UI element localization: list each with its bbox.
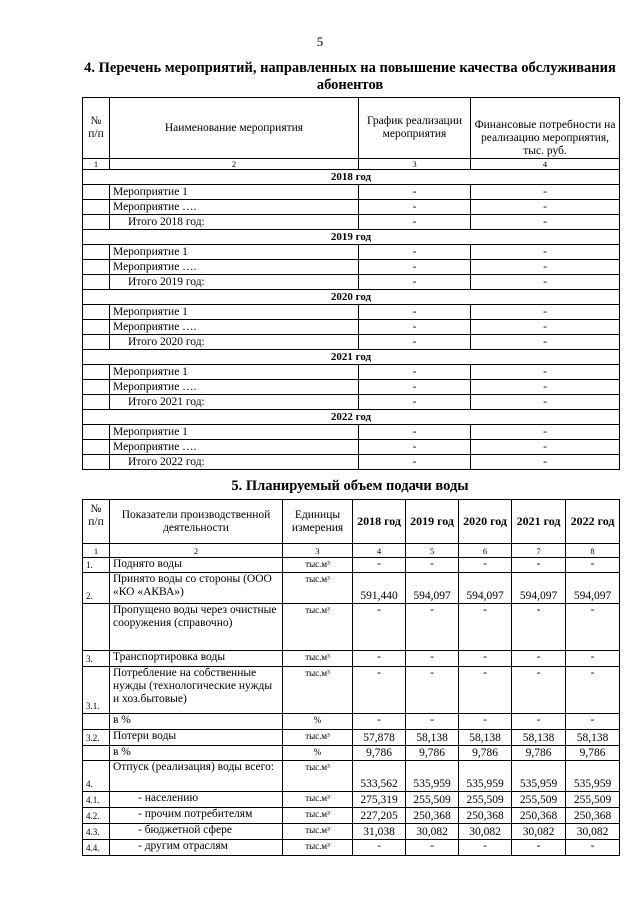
schedule-value: - — [359, 185, 471, 200]
indicator-name: - бюджетной сфере — [110, 824, 283, 840]
row-num — [83, 335, 110, 350]
row-num: 3. — [83, 651, 110, 667]
indicator-row — [83, 604, 620, 651]
row-num: 3.2. — [83, 730, 110, 746]
indicator-name: Потребление на собственные нужды (технологические нужды и хоз.бытовые) — [110, 667, 283, 714]
year-value: 250,368 — [406, 808, 459, 824]
finance-value: - — [471, 260, 620, 275]
indicator-row — [83, 792, 620, 808]
year-value: 9,786 — [353, 746, 406, 761]
table5-title: 5. Планируемый объем подачи воды — [231, 478, 469, 494]
table4-title: 4. Перечень мероприятий, направленных на повышение качества обслуживания абонентов — [84, 60, 616, 93]
row-num — [83, 395, 110, 410]
year-value: 594,097 — [566, 573, 620, 604]
year-value: - — [566, 558, 620, 573]
unit-value: % — [283, 746, 353, 761]
event-row — [83, 380, 620, 395]
col-number: 1 — [83, 159, 110, 170]
water-supply-table — [82, 499, 620, 856]
event-name: Мероприятие …. — [110, 200, 359, 215]
year-value: - — [566, 604, 620, 651]
unit-value: тыс.м³ — [283, 558, 353, 573]
year-value: 255,509 — [459, 792, 512, 808]
total-row — [83, 395, 620, 410]
page-number: 5 — [316, 34, 324, 49]
event-row — [83, 365, 620, 380]
year-row — [83, 230, 620, 245]
row-num — [83, 746, 110, 761]
row-num — [83, 604, 110, 651]
event-row — [83, 245, 620, 260]
unit-value: тыс.м³ — [283, 604, 353, 651]
total-row — [83, 455, 620, 470]
year-row — [83, 350, 620, 365]
year-value: - — [353, 604, 406, 651]
table5-header-2020: 2020 год — [459, 500, 512, 544]
year-value: 9,786 — [459, 746, 512, 761]
finance-value: - — [471, 245, 620, 260]
total-label: Итого 2021 год: — [110, 395, 359, 410]
year-value: - — [566, 714, 620, 730]
col-number: 3 — [283, 544, 353, 558]
year-value: 594,097 — [459, 573, 512, 604]
event-row — [83, 260, 620, 275]
year-value: 535,959 — [566, 761, 620, 792]
event-name: Мероприятие 1 — [110, 365, 359, 380]
year-value: 533,562 — [353, 761, 406, 792]
unit-value: % — [283, 714, 353, 730]
unit-value: тыс.м³ — [283, 824, 353, 840]
event-name: Мероприятие 1 — [110, 185, 359, 200]
finance-value: - — [471, 215, 620, 230]
row-num — [83, 245, 110, 260]
year-label: 2021 год — [83, 350, 620, 365]
year-value: - — [406, 667, 459, 714]
table4-column-numbers — [83, 159, 620, 170]
total-row — [83, 335, 620, 350]
unit-value: тыс.м³ — [283, 761, 353, 792]
table5-header-unit: Единицы измерения — [283, 500, 353, 544]
total-label: Итого 2020 год: — [110, 335, 359, 350]
year-value: 594,097 — [406, 573, 459, 604]
year-value: 250,368 — [512, 808, 566, 824]
year-value: - — [353, 840, 406, 856]
year-label: 2019 год — [83, 230, 620, 245]
year-value: - — [512, 558, 566, 573]
year-value: 30,082 — [459, 824, 512, 840]
schedule-value: - — [359, 335, 471, 350]
col-number: 1 — [83, 544, 110, 558]
year-value: 535,959 — [512, 761, 566, 792]
indicator-row — [83, 651, 620, 667]
row-num: 1. — [83, 558, 110, 573]
event-name: Мероприятие 1 — [110, 305, 359, 320]
table5-header-num: № п/п — [83, 500, 110, 544]
schedule-value: - — [359, 365, 471, 380]
table5-header-indicator: Показатели производственной деятельности — [110, 500, 283, 544]
indicator-row — [83, 558, 620, 573]
indicator-name: - населению — [110, 792, 283, 808]
year-value: - — [512, 714, 566, 730]
year-value: 58,138 — [566, 730, 620, 746]
indicator-row — [83, 761, 620, 792]
year-value: 591,440 — [353, 573, 406, 604]
unit-value: тыс.м³ — [283, 651, 353, 667]
row-num — [83, 200, 110, 215]
table5-header-row — [83, 500, 620, 544]
finance-value: - — [471, 380, 620, 395]
row-num — [83, 320, 110, 335]
table4-header-num: № п/п — [83, 98, 110, 159]
year-value: - — [512, 651, 566, 667]
row-num — [83, 425, 110, 440]
year-value: - — [459, 840, 512, 856]
year-value: - — [512, 667, 566, 714]
schedule-value: - — [359, 395, 471, 410]
table4-header-row — [83, 98, 620, 159]
row-num — [83, 714, 110, 730]
table5-header-2021: 2021 год — [512, 500, 566, 544]
finance-value: - — [471, 200, 620, 215]
unit-value: тыс.м³ — [283, 792, 353, 808]
year-label: 2022 год — [83, 410, 620, 425]
year-label: 2020 год — [83, 290, 620, 305]
schedule-value: - — [359, 305, 471, 320]
row-num: 4.4. — [83, 840, 110, 856]
event-name: Мероприятие …. — [110, 440, 359, 455]
row-num: 4.3. — [83, 824, 110, 840]
col-number: 3 — [359, 159, 471, 170]
indicator-name: Отпуск (реализация) воды всего: — [110, 761, 283, 792]
event-row — [83, 425, 620, 440]
finance-value: - — [471, 185, 620, 200]
year-value: 594,097 — [512, 573, 566, 604]
col-number: 7 — [512, 544, 566, 558]
year-value: 30,082 — [566, 824, 620, 840]
year-value: - — [512, 604, 566, 651]
row-num — [83, 365, 110, 380]
finance-value: - — [471, 275, 620, 290]
year-value: 9,786 — [566, 746, 620, 761]
year-value: 250,368 — [566, 808, 620, 824]
finance-value: - — [471, 395, 620, 410]
events-table — [82, 97, 620, 470]
year-row — [83, 410, 620, 425]
schedule-value: - — [359, 215, 471, 230]
col-number: 2 — [110, 159, 359, 170]
row-num — [83, 185, 110, 200]
year-value: 255,509 — [406, 792, 459, 808]
unit-value: тыс.м³ — [283, 808, 353, 824]
finance-value: - — [471, 305, 620, 320]
year-value: - — [459, 714, 512, 730]
row-num — [83, 215, 110, 230]
year-value: - — [566, 667, 620, 714]
row-num — [83, 380, 110, 395]
row-num: 4.1. — [83, 792, 110, 808]
year-value: - — [566, 840, 620, 856]
event-name: Мероприятие …. — [110, 320, 359, 335]
year-value: - — [406, 840, 459, 856]
year-value: 58,138 — [406, 730, 459, 746]
year-value: - — [459, 558, 512, 573]
total-label: Итого 2018 год: — [110, 215, 359, 230]
row-num — [83, 275, 110, 290]
year-label: 2018 год — [83, 170, 620, 185]
indicator-name: в % — [110, 714, 283, 730]
schedule-value: - — [359, 260, 471, 275]
year-value: 58,138 — [459, 730, 512, 746]
unit-value: тыс.м³ — [283, 573, 353, 604]
event-name: Мероприятие 1 — [110, 425, 359, 440]
year-value: - — [353, 558, 406, 573]
schedule-value: - — [359, 455, 471, 470]
year-value: - — [459, 667, 512, 714]
year-value: 30,082 — [512, 824, 566, 840]
row-num — [83, 305, 110, 320]
table5-header-2022: 2022 год — [566, 500, 620, 544]
schedule-value: - — [359, 380, 471, 395]
indicator-name: - другим отраслям — [110, 840, 283, 856]
row-num: 4.2. — [83, 808, 110, 824]
year-value: - — [406, 714, 459, 730]
total-row — [83, 215, 620, 230]
year-value: - — [406, 558, 459, 573]
year-value: - — [512, 840, 566, 856]
indicator-name: Транспортировка воды — [110, 651, 283, 667]
finance-value: - — [471, 455, 620, 470]
event-name: Мероприятие …. — [110, 260, 359, 275]
table4-header-name: Наименование мероприятия — [110, 98, 359, 159]
year-value: - — [459, 651, 512, 667]
year-value: 57,878 — [353, 730, 406, 746]
unit-value: тыс.м³ — [283, 667, 353, 714]
year-value: - — [459, 604, 512, 651]
table4-header-schedule: График реализации мероприятия — [359, 98, 471, 159]
indicator-row — [83, 808, 620, 824]
indicator-name: Пропущено воды через очистные сооружения (справочно) — [110, 604, 283, 651]
total-row — [83, 275, 620, 290]
unit-value: тыс.м³ — [283, 730, 353, 746]
col-number: 4 — [471, 159, 620, 170]
col-number: 4 — [353, 544, 406, 558]
event-name: Мероприятие …. — [110, 380, 359, 395]
row-num: 3.1. — [83, 667, 110, 714]
indicator-row — [83, 746, 620, 761]
indicator-name: в % — [110, 746, 283, 761]
indicator-row — [83, 730, 620, 746]
indicator-row — [83, 824, 620, 840]
year-value: 255,509 — [512, 792, 566, 808]
col-number: 5 — [406, 544, 459, 558]
year-value: 9,786 — [406, 746, 459, 761]
year-value: - — [353, 714, 406, 730]
total-label: Итого 2019 год: — [110, 275, 359, 290]
event-row — [83, 200, 620, 215]
schedule-value: - — [359, 200, 471, 215]
year-value: 255,509 — [566, 792, 620, 808]
indicator-name: Поднято воды — [110, 558, 283, 573]
event-row — [83, 320, 620, 335]
event-row — [83, 185, 620, 200]
year-value: 250,368 — [459, 808, 512, 824]
table5-column-numbers — [83, 544, 620, 558]
unit-value: тыс.м³ — [283, 840, 353, 856]
indicator-row — [83, 667, 620, 714]
col-number: 2 — [110, 544, 283, 558]
row-num — [83, 260, 110, 275]
year-row — [83, 170, 620, 185]
year-value: - — [566, 651, 620, 667]
table4-header-finance: Финансовые потребности на реализацию мероприятия, тыс. руб. — [471, 98, 620, 159]
indicator-name: - прочим потребителям — [110, 808, 283, 824]
indicator-row — [83, 714, 620, 730]
year-value: 9,786 — [512, 746, 566, 761]
table5-header-2019: 2019 год — [406, 500, 459, 544]
year-value: 535,959 — [459, 761, 512, 792]
indicator-name: Принято воды со стороны (ООО «КО «АКВА») — [110, 573, 283, 604]
year-value: 275,319 — [353, 792, 406, 808]
row-num — [83, 455, 110, 470]
year-value: - — [353, 667, 406, 714]
year-value: 58,138 — [512, 730, 566, 746]
col-number: 6 — [459, 544, 512, 558]
schedule-value: - — [359, 275, 471, 290]
year-value: 31,038 — [353, 824, 406, 840]
event-name: Мероприятие 1 — [110, 245, 359, 260]
year-value: 30,082 — [406, 824, 459, 840]
year-value: - — [406, 651, 459, 667]
col-number: 8 — [566, 544, 620, 558]
year-value: 535,959 — [406, 761, 459, 792]
indicator-row — [83, 840, 620, 856]
event-row — [83, 305, 620, 320]
year-value: - — [353, 651, 406, 667]
finance-value: - — [471, 320, 620, 335]
indicator-name: Потери воды — [110, 730, 283, 746]
year-value: 227,205 — [353, 808, 406, 824]
schedule-value: - — [359, 320, 471, 335]
year-row — [83, 290, 620, 305]
schedule-value: - — [359, 245, 471, 260]
schedule-value: - — [359, 425, 471, 440]
year-value: - — [406, 604, 459, 651]
finance-value: - — [471, 425, 620, 440]
schedule-value: - — [359, 440, 471, 455]
table5-header-2018: 2018 год — [353, 500, 406, 544]
row-num — [83, 440, 110, 455]
total-label: Итого 2022 год: — [110, 455, 359, 470]
finance-value: - — [471, 335, 620, 350]
finance-value: - — [471, 440, 620, 455]
event-row — [83, 440, 620, 455]
row-num: 2. — [83, 573, 110, 604]
indicator-row — [83, 573, 620, 604]
row-num: 4. — [83, 761, 110, 792]
finance-value: - — [471, 365, 620, 380]
